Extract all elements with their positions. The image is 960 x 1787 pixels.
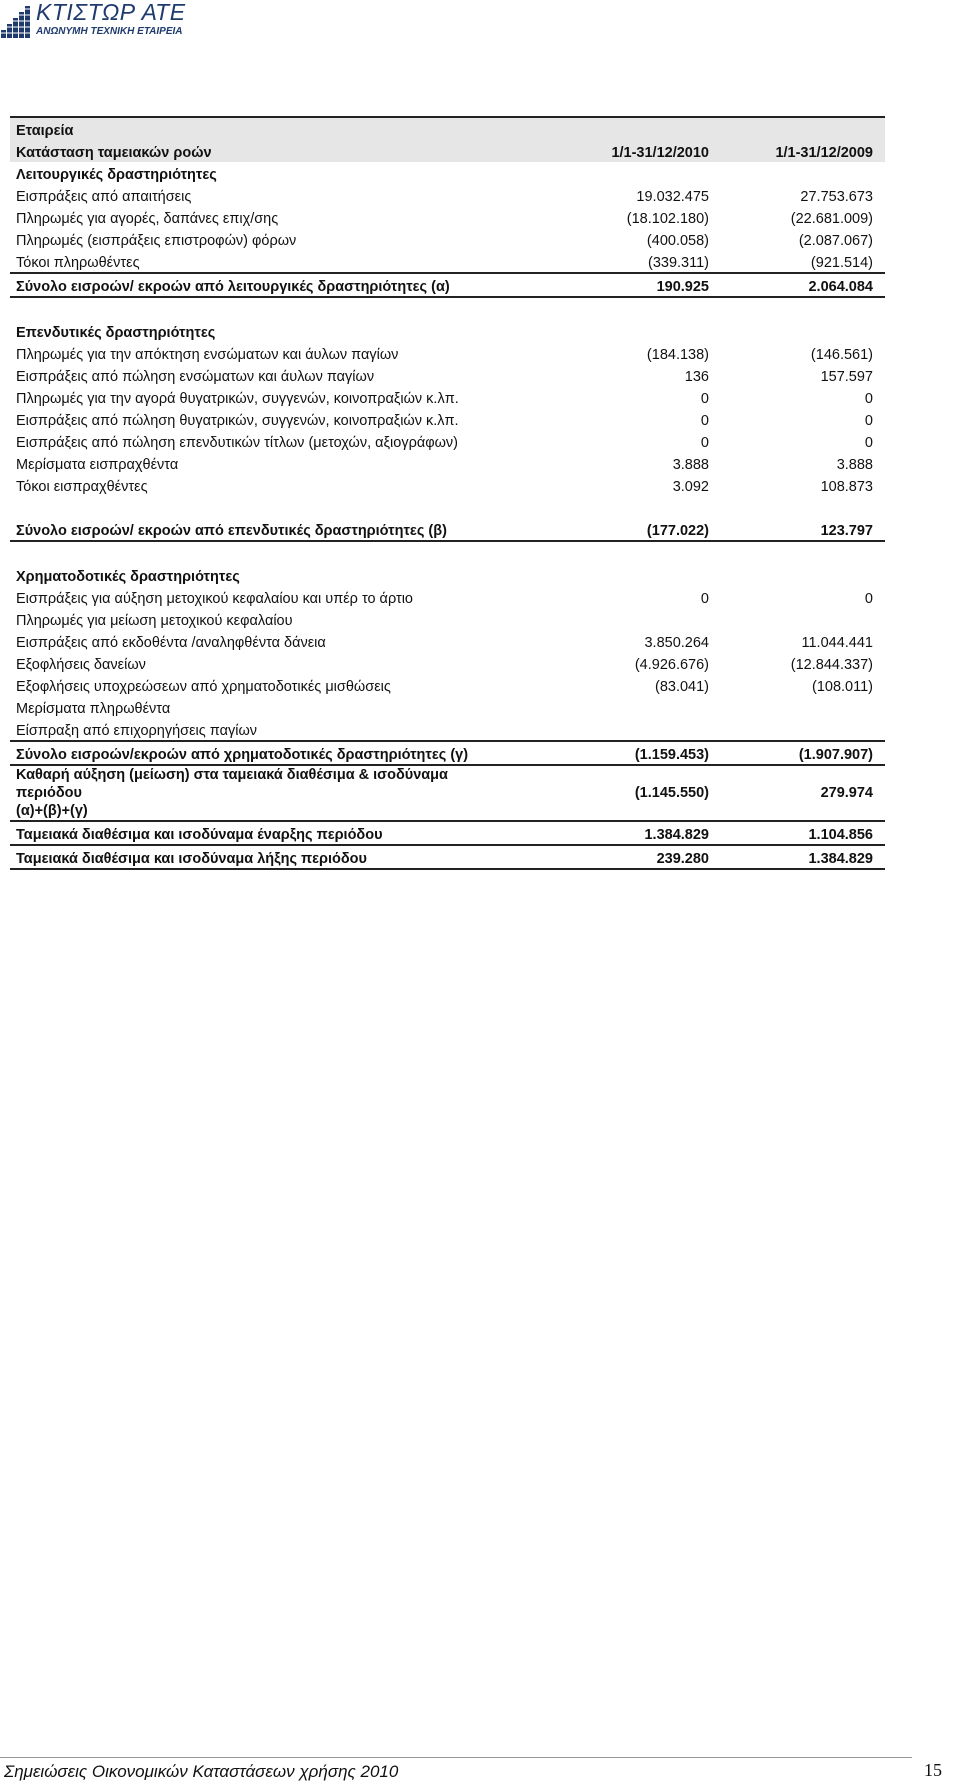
row-label: Πληρωμές (εισπράξεις επιστροφών) φόρων (16, 233, 297, 249)
value-2009: (108.011) (812, 679, 873, 695)
row-label: Πληρωμές για μείωση μετοχικού κεφαλαίου (16, 613, 293, 629)
value-2009: (921.514) (810, 255, 873, 271)
value-2010 (553, 608, 717, 630)
company-logo (0, 0, 186, 42)
period-current: 1/1-31/12/2010 (553, 140, 717, 162)
table-row (10, 696, 885, 718)
company-subtitle: ΑΝΩΝΥΜΗ ΤΕΧΝΙΚΗ ΕΤΑΙΡΕΙΑ (36, 26, 183, 37)
net-change-label-line2: περιόδου (16, 785, 82, 801)
net-change-row (10, 765, 885, 821)
investing-total-row (10, 518, 885, 541)
statement-title: Κατάσταση ταμειακών ροών (10, 140, 553, 162)
value-2009: (12.844.337) (790, 657, 873, 673)
table-row (10, 250, 885, 273)
value-2010: (1.145.550) (553, 765, 717, 821)
value-2009: (1.907.907) (717, 741, 885, 765)
value-2009: 0 (864, 413, 873, 429)
value-2010: 0 (700, 591, 709, 607)
value-2010: (177.022) (553, 518, 717, 541)
opening-cash-row (10, 821, 885, 845)
row-label: Μερίσματα εισπραχθέντα (16, 457, 179, 473)
section-heading (10, 564, 885, 586)
value-2009: 123.797 (717, 518, 885, 541)
table-row (10, 586, 885, 608)
value-2009 (717, 608, 885, 630)
table-row (10, 718, 885, 741)
table-row (10, 430, 885, 452)
table-row-entity (10, 117, 885, 140)
value-2009: 1.104.856 (717, 821, 885, 845)
row-label: Πληρωμές για αγορές, δαπάνες επιχ/σης (16, 211, 279, 227)
value-2009: 279.974 (717, 765, 885, 821)
value-2010: (400.058) (646, 233, 709, 249)
table-row (10, 206, 885, 228)
value-2010: 3.092 (672, 479, 709, 495)
row-label: Σύνολο εισροών/ εκροών από λειτουργικές δραστηριότητες (α) (10, 273, 553, 297)
closing-cash-row (10, 845, 885, 869)
row-label: Ταμειακά διαθέσιμα και ισοδύναμα λήξης περιόδου (10, 845, 553, 869)
row-label: Ταμειακά διαθέσιμα και ισοδύναμα έναρξης περιόδου (10, 821, 553, 845)
financing-total-row (10, 741, 885, 765)
row-label: Είσπραξη από επιχορηγήσεις παγίων (16, 723, 258, 739)
row-label: Μερίσματα πληρωθέντα (16, 701, 171, 717)
stairs-building-icon (0, 0, 32, 40)
value-2009: (146.561) (810, 347, 873, 363)
company-name: ΚΤΙΣΤΩΡ ΑΤΕ (36, 0, 186, 25)
value-2010: 136 (684, 369, 709, 385)
table-row (10, 608, 885, 630)
value-2010: (1.159.453) (553, 741, 717, 765)
row-label: Σύνολο εισροών/ εκροών από επενδυτικές δραστηριότητες (β) (10, 518, 553, 541)
value-2009: 0 (864, 435, 873, 451)
cash-flow-table (10, 116, 885, 870)
spacer-row (10, 541, 885, 564)
row-label: Πληρωμές για την αγορά θυγατρικών, συγγενών, κοινοπραξιών κ.λπ. (16, 391, 459, 407)
table-row (10, 452, 885, 474)
table-row-title (10, 140, 885, 162)
net-change-label-line1: Καθαρή αύξηση (μείωση) στα ταμειακά διαθέσιμα & ισοδύναμα (16, 767, 448, 783)
value-2010: 0 (700, 391, 709, 407)
period-prior: 1/1-31/12/2009 (717, 140, 885, 162)
value-2010: 19.032.475 (636, 189, 709, 205)
row-label: Εξοφλήσεις δανείων (16, 657, 146, 673)
net-change-label-line3: (α)+(β)+(γ) (16, 803, 88, 819)
value-2009: 3.888 (836, 457, 873, 473)
value-2009: 0 (864, 591, 873, 607)
value-2010: (83.041) (654, 679, 709, 695)
value-2010: 239.280 (553, 845, 717, 869)
section-heading (10, 162, 885, 184)
financing-heading: Χρηματοδοτικές δραστηριότητες (16, 569, 240, 585)
value-2009: (2.087.067) (798, 233, 873, 249)
table-row (10, 630, 885, 652)
row-label: Εξοφλήσεις υποχρεώσεων από χρηματοδοτικές μισθώσεις (16, 679, 391, 695)
value-2010: (339.311) (648, 255, 709, 271)
value-2010: 3.888 (672, 457, 709, 473)
row-label: Πληρωμές για την απόκτηση ενσώματων και άυλων παγίων (16, 347, 399, 363)
table-row (10, 364, 885, 386)
row-label: Εισπράξεις από πώληση ενσώματων και άυλων παγίων (16, 369, 375, 385)
value-2010: (184.138) (646, 347, 709, 363)
value-2010 (553, 696, 717, 718)
value-2010: (4.926.676) (634, 657, 709, 673)
value-2010 (553, 718, 717, 741)
table-row (10, 474, 885, 496)
row-label: Σύνολο εισροών/εκροών από χρηματοδοτικές δραστηριότητες (γ) (10, 741, 553, 765)
value-2010: 1.384.829 (553, 821, 717, 845)
page-number: 15 (924, 1760, 942, 1780)
table-row (10, 652, 885, 674)
footer-text: Σημειώσεις Οικονομικών Καταστάσεων χρήσης 2010 (4, 1762, 399, 1781)
table-row (10, 342, 885, 364)
value-2009: (22.681.009) (790, 211, 873, 227)
spacer-row (10, 496, 885, 518)
row-label: Εισπράξεις από εκδοθέντα /αναληφθέντα δάνεια (16, 635, 326, 651)
entity-label: Εταιρεία (10, 117, 553, 140)
table-row (10, 184, 885, 206)
operating-heading: Λειτουργικές δραστηριότητες (16, 167, 217, 183)
value-2010: 190.925 (553, 273, 717, 297)
value-2009: 108.873 (820, 479, 873, 495)
operating-total-row (10, 273, 885, 297)
table-row (10, 386, 885, 408)
value-2009: 0 (864, 391, 873, 407)
value-2009: 11.044.441 (801, 635, 873, 651)
row-label: Εισπράξεις από πώληση επενδυτικών τίτλων (μετοχών, αξιογράφων) (16, 435, 459, 451)
value-2009 (717, 696, 885, 718)
value-2010: 3.850.264 (644, 635, 709, 651)
table-row (10, 674, 885, 696)
row-label: Τόκοι πληρωθέντες (16, 255, 140, 271)
table-row (10, 228, 885, 250)
value-2009: 2.064.084 (717, 273, 885, 297)
row-label: Εισπράξεις από απαιτήσεις (16, 189, 192, 205)
table-row (10, 408, 885, 430)
value-2010: (18.102.180) (626, 211, 709, 227)
row-label: Εισπράξεις για αύξηση μετοχικού κεφαλαίου και υπέρ το άρτιο (16, 591, 414, 607)
value-2009: 157.597 (820, 369, 873, 385)
value-2009: 1.384.829 (717, 845, 885, 869)
value-2009 (717, 718, 885, 741)
row-label: Τόκοι εισπραχθέντες (16, 479, 148, 495)
value-2009: 27.753.673 (800, 189, 873, 205)
footer-divider (0, 1757, 912, 1758)
investing-heading: Επενδυτικές δραστηριότητες (16, 325, 216, 341)
spacer-row (10, 297, 885, 320)
value-2010: 0 (700, 413, 709, 429)
section-heading (10, 320, 885, 342)
value-2010: 0 (700, 435, 709, 451)
net-change-label (10, 765, 553, 821)
row-label: Εισπράξεις από πώληση θυγατρικών, συγγενών, κοινοπραξιών κ.λπ. (16, 413, 459, 429)
